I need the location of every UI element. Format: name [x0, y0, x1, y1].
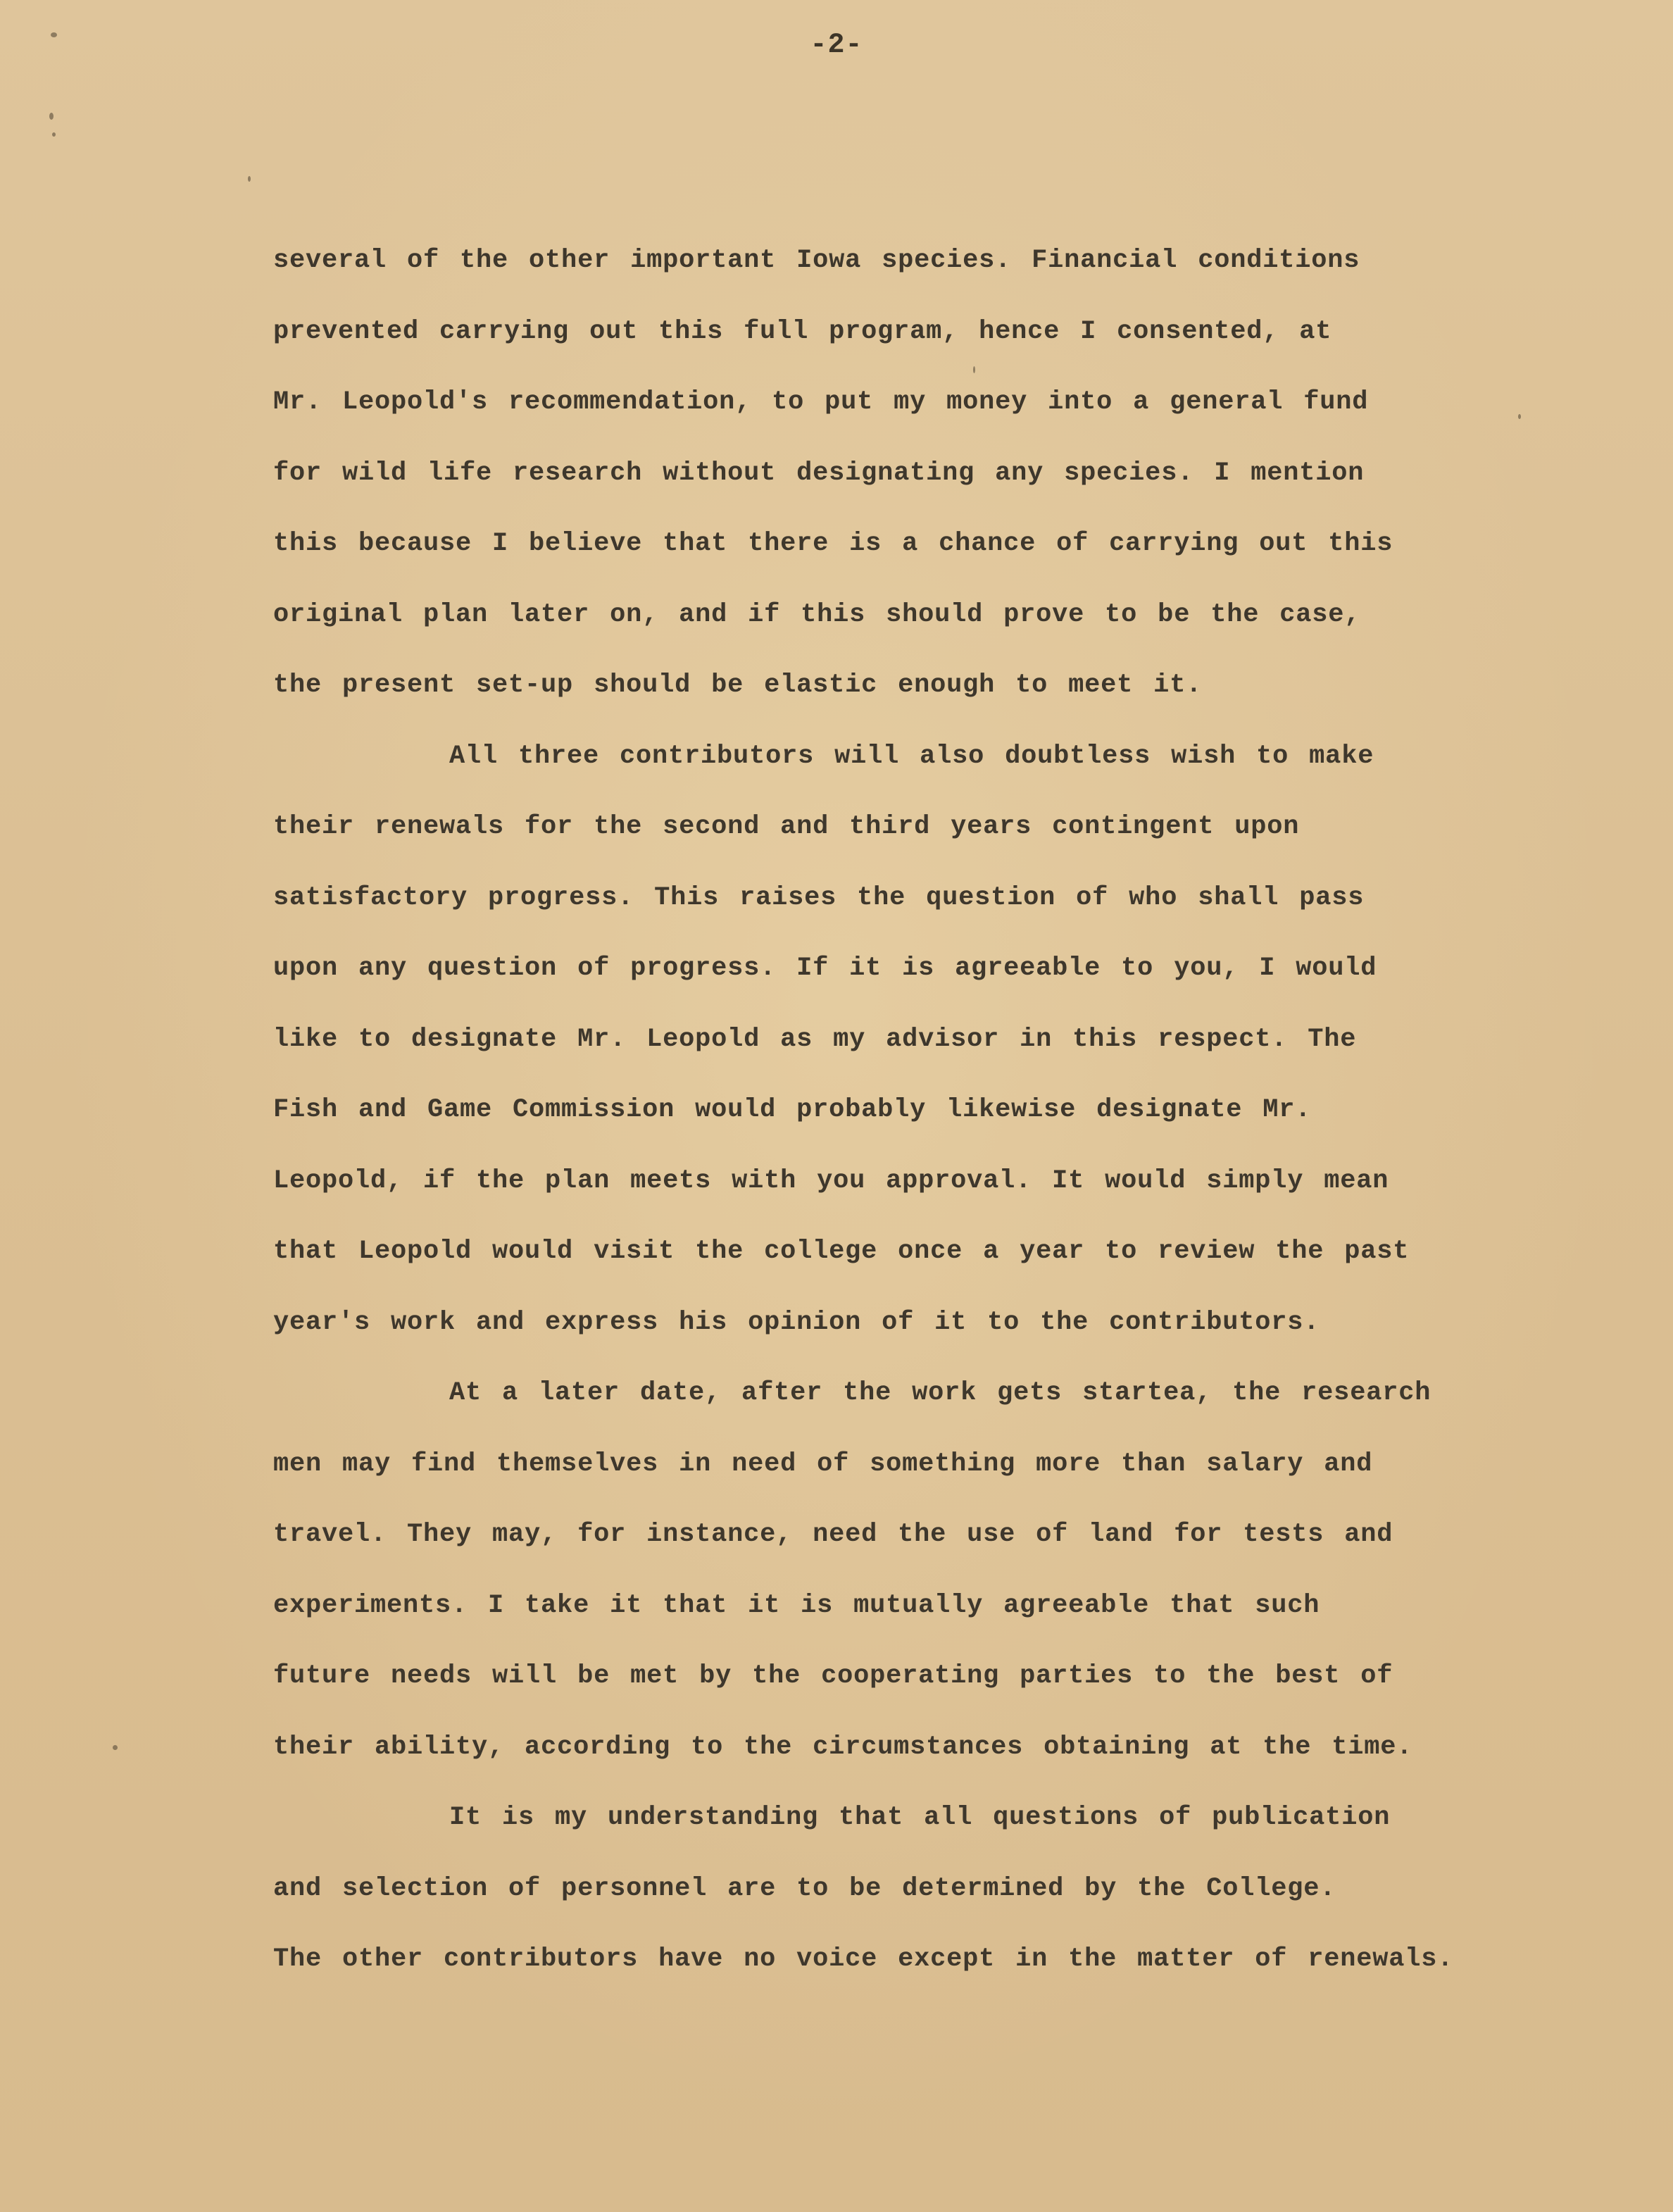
- page-number: -2-: [810, 30, 863, 61]
- text-line: that Leopold would visit the college once a year to review the past: [273, 1237, 1410, 1266]
- letter-body: [273, 239, 1512, 2009]
- text-line: satisfactory progress. This raises the question of who shall pass: [273, 882, 1365, 913]
- text-line: original plan later on, and if this should prove to be the case,: [273, 599, 1361, 630]
- paper-speck: [49, 113, 54, 120]
- text-line: The other contributors have no voice except in the matter of renewals.: [273, 1944, 1454, 1974]
- text-line: future needs will be met by the cooperating parties to the best of: [273, 1661, 1393, 1691]
- paragraph-first-line: It is my understanding that all questions of publication: [449, 1803, 1391, 1832]
- text-line: year's work and express his opinion of it to the contributors.: [273, 1307, 1320, 1337]
- text-line: for wild life research without designating any species. I mention: [273, 458, 1365, 488]
- text-line: prevented carrying out this full program, hence I consented, at: [273, 316, 1332, 346]
- text-line: the present set-up should be elastic enough to meet it.: [273, 670, 1203, 700]
- text-line: Fish and Game Commission would probably likewise designate Mr.: [273, 1095, 1312, 1125]
- paragraph-first-line: At a later date, after the work gets startea, the research: [449, 1378, 1431, 1408]
- text-line: and selection of personnel are to be determined by the College.: [273, 1873, 1336, 1904]
- text-line: Leopold, if the plan meets with you approval. It would simply mean: [273, 1166, 1389, 1196]
- paper-speck: [1518, 414, 1521, 419]
- text-line: their renewals for the second and third years contingent upon: [273, 812, 1300, 842]
- paper-speck: [113, 1745, 118, 1750]
- paragraph-first-line: All three contributors will also doubtless wish to make: [449, 741, 1374, 771]
- text-line: their ability, according to the circumstances obtaining at the time.: [273, 1732, 1413, 1762]
- paper-speck: [248, 176, 251, 182]
- text-line: upon any question of progress. If it is agreeable to you, I would: [273, 954, 1377, 983]
- text-line: several of the other important Iowa species. Financial conditions: [273, 246, 1360, 275]
- text-line: like to designate Mr. Leopold as my advisor in this respect. The: [273, 1024, 1357, 1054]
- text-line: experiments. I take it that it is mutually agreeable that such: [273, 1590, 1320, 1620]
- paper-speck: [52, 132, 56, 137]
- text-line: this because I believe that there is a chance of carrying out this: [273, 529, 1393, 558]
- text-line: Mr. Leopold's recommendation, to put my money into a general fund: [273, 387, 1369, 417]
- text-line: men may find themselves in need of something more than salary and: [273, 1449, 1373, 1479]
- text-line: travel. They may, for instance, need the use of land for tests and: [273, 1520, 1393, 1549]
